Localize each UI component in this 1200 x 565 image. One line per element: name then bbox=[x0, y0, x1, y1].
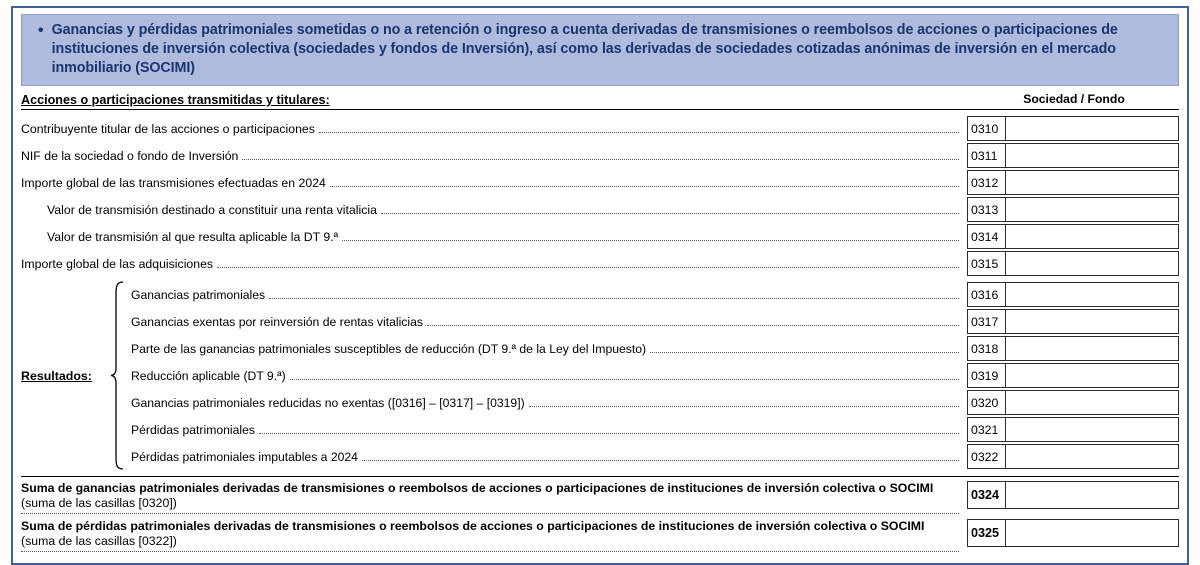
row-label: Parte de las ganancias patrimoniales susceptibles de reducción (DT 9.ª de la Ley del Impuesto) bbox=[131, 341, 647, 356]
form-row bbox=[21, 142, 1179, 169]
box-value-input[interactable] bbox=[1006, 337, 1178, 360]
field-box-0314[interactable] bbox=[967, 224, 1179, 249]
field-box-0318[interactable] bbox=[967, 336, 1179, 361]
row-label-wrap bbox=[131, 369, 967, 383]
row-label-wrap bbox=[131, 423, 967, 437]
leader-dots bbox=[242, 158, 959, 160]
form-row bbox=[21, 196, 1179, 223]
row-label: Ganancias exentas por reinversión de rentas vitalicias bbox=[131, 314, 423, 329]
total-label-normal: (suma de las casillas [0322]) bbox=[21, 534, 177, 548]
row-label: Pérdidas patrimoniales bbox=[131, 422, 255, 437]
row-label-wrap bbox=[21, 257, 967, 271]
box-value-input[interactable] bbox=[1006, 445, 1178, 468]
row-label: Ganancias patrimoniales bbox=[131, 287, 266, 302]
row-label-wrap bbox=[131, 288, 967, 302]
total-label-bold: Suma de ganancias patrimoniales derivadas de transmisiones o reembolsos de acciones o participaciones de instituciones de inversión colectiva o SOCIMI bbox=[21, 481, 934, 495]
box-value-input[interactable] bbox=[1006, 171, 1178, 194]
row-label: NIF de la sociedad o fondo de Inversión bbox=[21, 148, 239, 163]
box-number: 0324 bbox=[968, 482, 1006, 508]
field-box-0312[interactable] bbox=[967, 170, 1179, 195]
field-rows bbox=[21, 115, 1179, 277]
field-box-0320[interactable] bbox=[967, 390, 1179, 415]
leader-dots bbox=[330, 185, 959, 187]
total-row bbox=[21, 519, 1179, 552]
box-value-input[interactable] bbox=[1006, 364, 1178, 387]
total-row bbox=[21, 481, 1179, 514]
row-label-wrap bbox=[131, 315, 967, 329]
field-box-0315[interactable] bbox=[967, 251, 1179, 276]
form-row bbox=[131, 416, 1179, 443]
row-label-wrap bbox=[131, 342, 967, 356]
form-row bbox=[131, 308, 1179, 335]
column-header-sociedad-fondo: Sociedad / Fondo bbox=[1023, 92, 1125, 106]
box-number: 0313 bbox=[968, 198, 1006, 221]
total-label bbox=[21, 481, 967, 514]
form-row bbox=[131, 335, 1179, 362]
section-banner-title: Ganancias y pérdidas patrimoniales sometidas o no a retención o ingreso a cuenta derivadas de transmisiones o reembolsos de acciones o participaciones de instituciones de inversión colectiva (sociedades y fondos de Inversión), así como las derivadas de sociedades cotizadas anónimas de inversión en el mercado inmobiliario (SOCIMI) bbox=[51, 22, 1118, 76]
leader-dots bbox=[381, 212, 959, 214]
subsection-header bbox=[21, 92, 1179, 110]
resultados-rows bbox=[125, 281, 1179, 470]
leader-dots bbox=[217, 266, 959, 268]
form-row bbox=[131, 443, 1179, 470]
field-box-0319[interactable] bbox=[967, 363, 1179, 388]
row-label: Ganancias patrimoniales reducidas no exentas ([0316] – [0317] – [0319]) bbox=[131, 395, 525, 410]
box-value-input[interactable] bbox=[1006, 283, 1178, 306]
form-row bbox=[21, 115, 1179, 142]
leader-dots bbox=[427, 324, 959, 326]
field-box-0310[interactable] bbox=[967, 116, 1179, 141]
leader-dots bbox=[269, 297, 959, 299]
row-label-wrap bbox=[21, 122, 967, 136]
box-value-input[interactable] bbox=[1006, 418, 1178, 441]
field-box-0321[interactable] bbox=[967, 417, 1179, 442]
box-number: 0318 bbox=[968, 337, 1006, 360]
row-label: Valor de transmisión destinado a constituir una renta vitalicia bbox=[47, 202, 377, 217]
leader-dots bbox=[21, 551, 959, 552]
tax-form-section bbox=[11, 6, 1189, 565]
row-label-wrap bbox=[21, 203, 967, 217]
box-value-input[interactable] bbox=[1006, 225, 1178, 248]
curly-brace-icon bbox=[109, 281, 125, 470]
leader-dots bbox=[362, 459, 959, 461]
box-number: 0310 bbox=[968, 117, 1006, 140]
subsection-title: Acciones o participaciones transmitidas y titulares: bbox=[21, 93, 330, 107]
row-label: Importe global de las transmisiones efectuadas en 2024 bbox=[21, 175, 326, 190]
box-value-input[interactable] bbox=[1006, 144, 1178, 167]
field-box-0313[interactable] bbox=[967, 197, 1179, 222]
box-number: 0319 bbox=[968, 364, 1006, 387]
section-banner bbox=[21, 14, 1179, 86]
row-label-wrap bbox=[21, 149, 967, 163]
box-number: 0311 bbox=[968, 144, 1006, 167]
row-label-wrap bbox=[131, 396, 967, 410]
box-value-input[interactable] bbox=[1006, 252, 1178, 275]
box-number: 0322 bbox=[968, 445, 1006, 468]
field-box-0325[interactable] bbox=[967, 519, 1179, 547]
leader-dots bbox=[342, 239, 959, 241]
resultados-label: Resultados: bbox=[21, 368, 92, 383]
form-row bbox=[131, 362, 1179, 389]
leader-dots bbox=[319, 131, 959, 133]
box-number: 0316 bbox=[968, 283, 1006, 306]
total-label-bold: Suma de pérdidas patrimoniales derivadas de transmisiones o reembolsos de acciones o participaciones de instituciones de inversión colectiva o SOCIMI bbox=[21, 519, 925, 533]
totals-block bbox=[21, 476, 1179, 552]
leader-dots bbox=[290, 378, 959, 380]
box-number: 0314 bbox=[968, 225, 1006, 248]
form-row bbox=[131, 389, 1179, 416]
row-label-wrap bbox=[21, 176, 967, 190]
row-label: Contribuyente titular de las acciones o participaciones bbox=[21, 121, 315, 136]
field-box-0324[interactable] bbox=[967, 481, 1179, 509]
box-value-input[interactable] bbox=[1006, 198, 1178, 221]
total-label-normal: (suma de las casillas [0320]) bbox=[21, 496, 177, 510]
form-row bbox=[131, 281, 1179, 308]
box-number: 0321 bbox=[968, 418, 1006, 441]
bullet-icon: • bbox=[38, 22, 44, 39]
leader-dots bbox=[650, 351, 959, 353]
box-number: 0315 bbox=[968, 252, 1006, 275]
field-box-0311[interactable] bbox=[967, 143, 1179, 168]
box-number: 0312 bbox=[968, 171, 1006, 194]
box-value-input[interactable] bbox=[1006, 520, 1178, 546]
row-label: Valor de transmisión al que resulta aplicable la DT 9.ª bbox=[47, 229, 339, 244]
form-row bbox=[21, 169, 1179, 196]
total-label bbox=[21, 519, 967, 552]
field-box-0322[interactable] bbox=[967, 444, 1179, 469]
field-box-0317[interactable] bbox=[967, 309, 1179, 334]
box-value-input[interactable] bbox=[1006, 391, 1178, 414]
form-row bbox=[21, 223, 1179, 250]
leader-dots bbox=[259, 432, 959, 434]
resultados-block bbox=[21, 281, 1179, 470]
box-number: 0320 bbox=[968, 391, 1006, 414]
box-value-input[interactable] bbox=[1006, 310, 1178, 333]
leader-dots bbox=[21, 513, 959, 514]
row-label: Pérdidas patrimoniales imputables a 2024 bbox=[131, 449, 358, 464]
box-number: 0317 bbox=[968, 310, 1006, 333]
row-label: Reducción aplicable (DT 9.ª) bbox=[131, 368, 286, 383]
row-label-wrap bbox=[131, 450, 967, 464]
box-value-input[interactable] bbox=[1006, 117, 1178, 140]
field-box-0316[interactable] bbox=[967, 282, 1179, 307]
box-value-input[interactable] bbox=[1006, 482, 1178, 508]
form-row bbox=[21, 250, 1179, 277]
row-label-wrap bbox=[21, 230, 967, 244]
row-label: Importe global de las adquisiciones bbox=[21, 256, 214, 271]
box-number: 0325 bbox=[968, 520, 1006, 546]
leader-dots bbox=[529, 405, 959, 407]
